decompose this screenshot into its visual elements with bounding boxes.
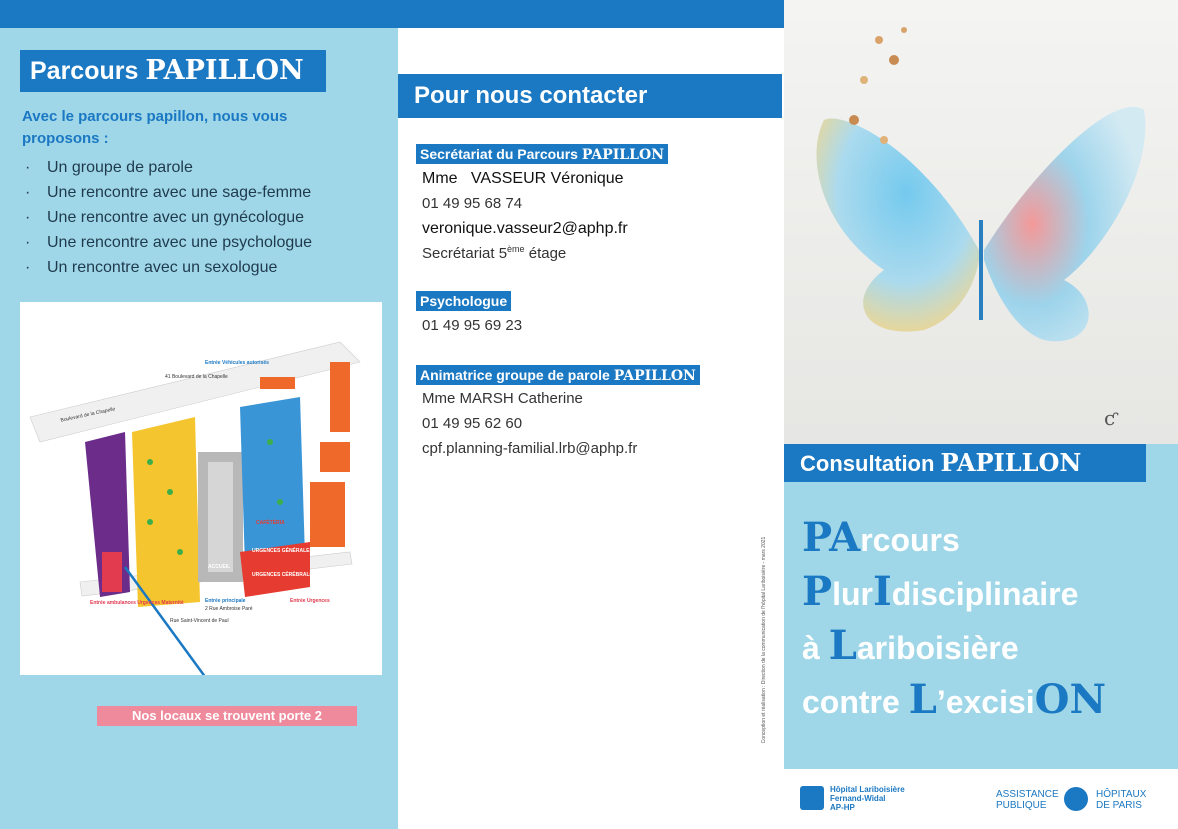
map-label-entree-principale: Entrée principale bbox=[205, 598, 246, 604]
acronym-rest: rcours bbox=[860, 522, 960, 558]
map-label-entree-urgences: Entrée Urgences bbox=[290, 598, 330, 604]
animatrice-phone: 01 49 95 62 60 bbox=[422, 415, 523, 432]
acronym-rest: ariboisière bbox=[856, 630, 1019, 666]
secretariat-place-sup: ème bbox=[507, 244, 525, 254]
acronym-cap: ON bbox=[1034, 676, 1107, 723]
intro-text: Avec le parcours papillon, nous vous proposons : bbox=[22, 108, 288, 147]
psychologue-label: Psychologue bbox=[416, 291, 511, 311]
aphp-logo bbox=[996, 789, 1147, 811]
map-label-boulevard-addr: 41 Boulevard de la Chapelle bbox=[165, 374, 228, 380]
acronym-cap: P bbox=[802, 568, 833, 615]
acronym-cap: PA bbox=[802, 514, 861, 561]
map-label-urgences-generales: URGENCES GÉNÉRALES bbox=[252, 548, 313, 554]
map-label-entree-ambulances: Entrée ambulances Urgences Maternité bbox=[90, 600, 184, 606]
secretariat-place-post: étage bbox=[524, 245, 567, 262]
logo-line: HÔPITAUX bbox=[1096, 789, 1147, 800]
secretariat-place-pre: Secrétariat 5 bbox=[422, 245, 508, 262]
secretariat-place bbox=[422, 244, 566, 262]
map-label-rue-st-vincent: Rue Saint-Vincent de Paul bbox=[170, 618, 229, 624]
logo-line: AP-HP bbox=[830, 803, 855, 812]
consult-prefix: Consultation bbox=[800, 451, 941, 476]
contact-title: Pour nous contacter bbox=[398, 74, 782, 118]
acronym-cap: L bbox=[828, 622, 857, 669]
heart-icon bbox=[1064, 787, 1088, 811]
left-title bbox=[20, 50, 326, 92]
acronym-cap: I bbox=[872, 568, 892, 615]
secretariat-phone: 01 49 95 68 74 bbox=[422, 195, 523, 212]
map-label-accueil: ACCUEIL bbox=[208, 564, 231, 570]
animatrice-label bbox=[416, 365, 700, 385]
map-label-entree-vehicules: Entrée Véhicules autorisés bbox=[205, 360, 269, 366]
porte-label: Nos locaux se trouvent porte 2 bbox=[97, 706, 357, 726]
list-item: · Une rencontre avec une psychologue bbox=[22, 230, 382, 255]
artist-signature: ƈ bbox=[1104, 406, 1116, 430]
animatrice-label-papillon: PAPILLON bbox=[613, 368, 696, 384]
secretariat-name-value: VASSEUR Véronique bbox=[470, 170, 624, 187]
secretariat-label-prefix: Secrétariat du Parcours bbox=[420, 146, 582, 162]
map-label-boulevard: Boulevard de la Chapelle bbox=[59, 406, 116, 424]
map-label-urgences-cerebrales: URGENCES CÉRÉBRALES bbox=[252, 572, 317, 578]
butterfly-image bbox=[784, 0, 1178, 444]
aphp-logo-right bbox=[1096, 789, 1146, 811]
secretariat-label bbox=[416, 144, 668, 164]
heart-icon bbox=[800, 786, 824, 810]
animatrice-email[interactable]: cpf.planning-familial.lrb@aphp.fr bbox=[422, 440, 638, 457]
acronym-rest: disciplinaire bbox=[891, 576, 1079, 612]
logo-line: Fernand-Widal bbox=[830, 794, 886, 803]
animatrice-label-prefix: Animatrice groupe de parole bbox=[420, 367, 614, 383]
secretariat-name-title: Mme bbox=[422, 170, 458, 187]
services-list bbox=[22, 155, 382, 280]
left-title-prefix: Parcours bbox=[30, 57, 146, 85]
lariboisiere-logo-text bbox=[830, 785, 905, 812]
acronym-line-4 bbox=[802, 676, 1107, 723]
map-label-ambroise: 2 Rue Ambroise Paré bbox=[205, 606, 253, 612]
list-item: · Une rencontre avec un gynécologue bbox=[22, 205, 382, 230]
acronym-line-3 bbox=[802, 622, 1019, 669]
left-title-papillon: PAPILLON bbox=[145, 55, 304, 86]
hospital-map bbox=[20, 302, 382, 675]
acronym-rest: contre bbox=[802, 684, 909, 720]
secretariat-name bbox=[422, 170, 624, 188]
acronym-rest: ’excisi bbox=[936, 684, 1035, 720]
list-item: · Une rencontre avec une sage-femme bbox=[22, 180, 382, 205]
acronym-line-1 bbox=[802, 514, 960, 561]
vertical-credit-text: Conception et réalisation : Direction de la communication de l'hôpital Lariboisière - mars 2021 bbox=[761, 536, 767, 744]
psychologue-phone: 01 49 95 69 23 bbox=[422, 317, 523, 334]
logo-line: DE PARIS bbox=[1096, 800, 1142, 811]
logo-line: ASSISTANCE bbox=[996, 789, 1059, 800]
logo-line: PUBLIQUE bbox=[996, 800, 1047, 811]
acronym-cap: L bbox=[908, 676, 937, 723]
list-item: · Un rencontre avec un sexologue bbox=[22, 255, 382, 280]
vertical-credit bbox=[760, 530, 768, 750]
secretariat-label-papillon: PAPILLON bbox=[581, 147, 664, 163]
acronym-line-2 bbox=[802, 568, 1079, 615]
consult-papillon: PAPILLON bbox=[940, 448, 1082, 477]
animatrice-name: Mme MARSH Catherine bbox=[422, 390, 583, 407]
consultation-title bbox=[784, 444, 1146, 482]
butterfly-graphic bbox=[784, 0, 1178, 444]
list-item: · Un groupe de parole bbox=[22, 155, 382, 180]
acronym-rest: lur bbox=[832, 576, 873, 612]
map-label-cafeteria: CAFÉTÉRIA bbox=[256, 520, 285, 526]
top-bar bbox=[0, 0, 784, 28]
acronym-rest: à bbox=[802, 630, 829, 666]
secretariat-email[interactable]: veronique.vasseur2@aphp.fr bbox=[422, 220, 628, 237]
logo-line: Hôpital Lariboisière bbox=[830, 785, 905, 794]
